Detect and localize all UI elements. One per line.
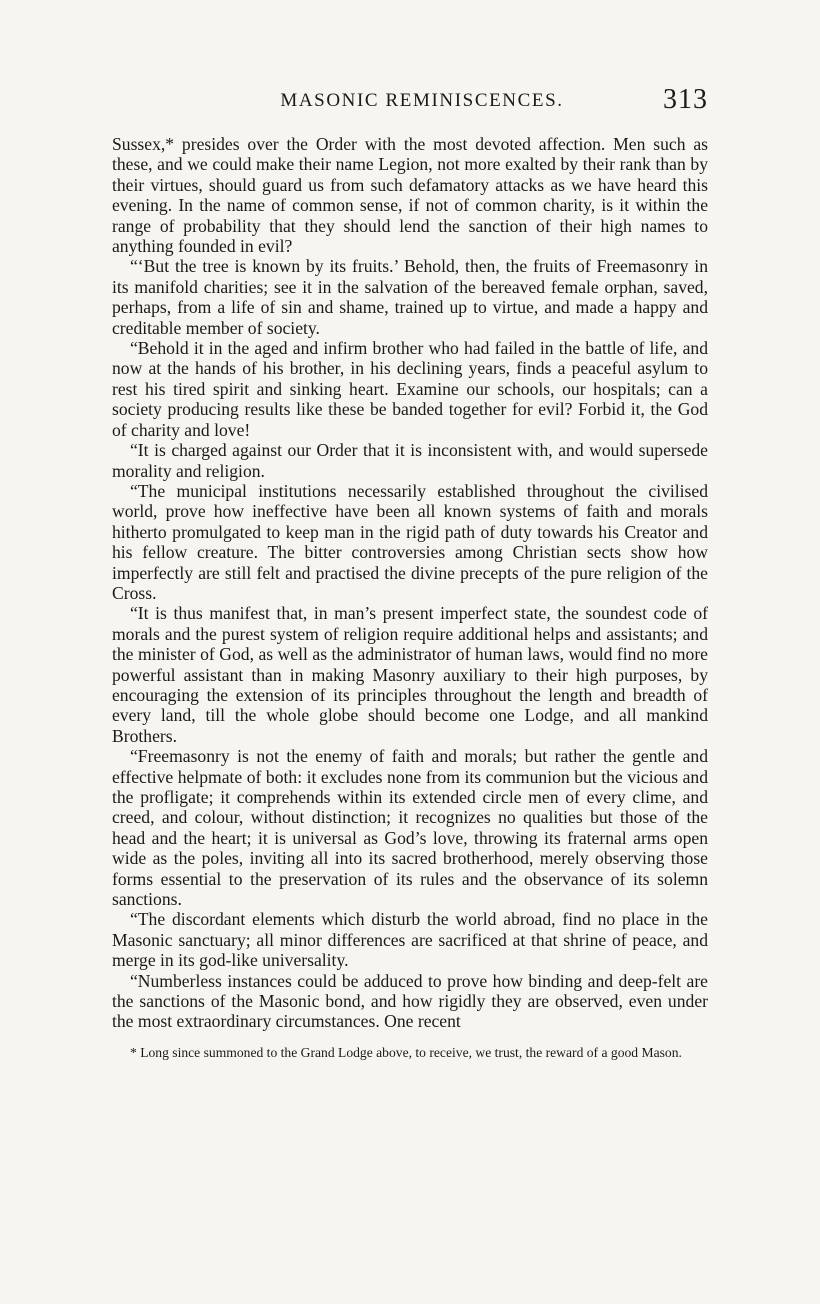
paragraph-9: “Numberless instances could be adduced to prove how binding and deep-felt are the sanctions of the Masonic bond, and how rigidly they are observed, even under the most extraordinary circumstances. One recent (112, 970, 708, 1032)
footnote: * Long since summoned to the Grand Lodge above, to receive, we trust, the reward of a good Mason. (130, 1044, 682, 1060)
paragraph-8: “The discordant elements which disturb the world abroad, find no place in the Masonic sanctuary; all minor differences are sacrificed at that shrine of peace, and merge in its god-like universality. (112, 909, 708, 971)
running-title: MASONIC REMINISCENCES. (280, 90, 564, 111)
paragraph-3: “Behold it in the aged and infirm brother who had failed in the battle of life, and now at the hands of his brother, in his declining years, finds a peaceful asylum to rest his tired spirit and sinking heart. Examine our schools, our hospitals; can a society producing results like these be banded together for evil? Forbid it, the God of charity and love! (112, 338, 708, 440)
page-number: 313 (663, 84, 708, 115)
page-header (112, 84, 708, 124)
paragraph-7: “Freemasonry is not the enemy of faith and morals; but rather the gentle and effective helpmate of both: it excludes none from its communion but the vicious and the profligate; it comprehends within its extended circle men of every clime, and creed, and colour, without distinction; it recognizes no qualities but those of the head and the heart; it is universal as God’s love, throwing its fraternal arms open wide as the poles, inviting all into its sacred brotherhood, merely observing those forms essential to the preservation of its rules and the observance of its solemn sanctions. (112, 746, 708, 910)
book-page (112, 84, 708, 1061)
body-text (112, 134, 708, 1032)
paragraph-6: “It is thus manifest that, in man’s present imperfect state, the soundest code of morals and the purest system of religion require additional helps and assistants; and the minister of God, as well as the administrator of human laws, would find no more powerful assistant than in making Masonry auxiliary to their high purposes, by encouraging the extension of its principles throughout the length and breadth of every land, till the whole globe should become one Lodge, and all mankind Brothers. (112, 603, 708, 746)
paragraph-2: “‘But the tree is known by its fruits.’ Behold, then, the fruits of Freemasonry in its manifold charities; see it in the salvation of the bereaved female orphan, saved, perhaps, from a life of sin and shame, trained up to virtue, and made a happy and creditable member of society. (112, 256, 708, 338)
paragraph-5: “The municipal institutions necessarily established throughout the civilised world, prove how ineffective have been all known systems of faith and morals hitherto promulgated to keep man in the rigid path of duty towards his Creator and his fellow creature. The bitter controversies among Christian sects show how imperfectly are still felt and practised the divine precepts of the pure religion of the Cross. (112, 480, 708, 603)
paragraph-1: Sussex,* presides over the Order with the most devoted affection. Men such as these, and we could make their name Legion, not more exalted by their rank than by their virtues, should guard us from such defamatory attacks as we have heard this evening. In the name of common sense, if not of common charity, is it within the range of probability that they should lend the sanction of their high names to anything founded in evil? (112, 134, 708, 257)
paragraph-4: “It is charged against our Order that it is inconsistent with, and would supersede morality and religion. (112, 440, 708, 481)
